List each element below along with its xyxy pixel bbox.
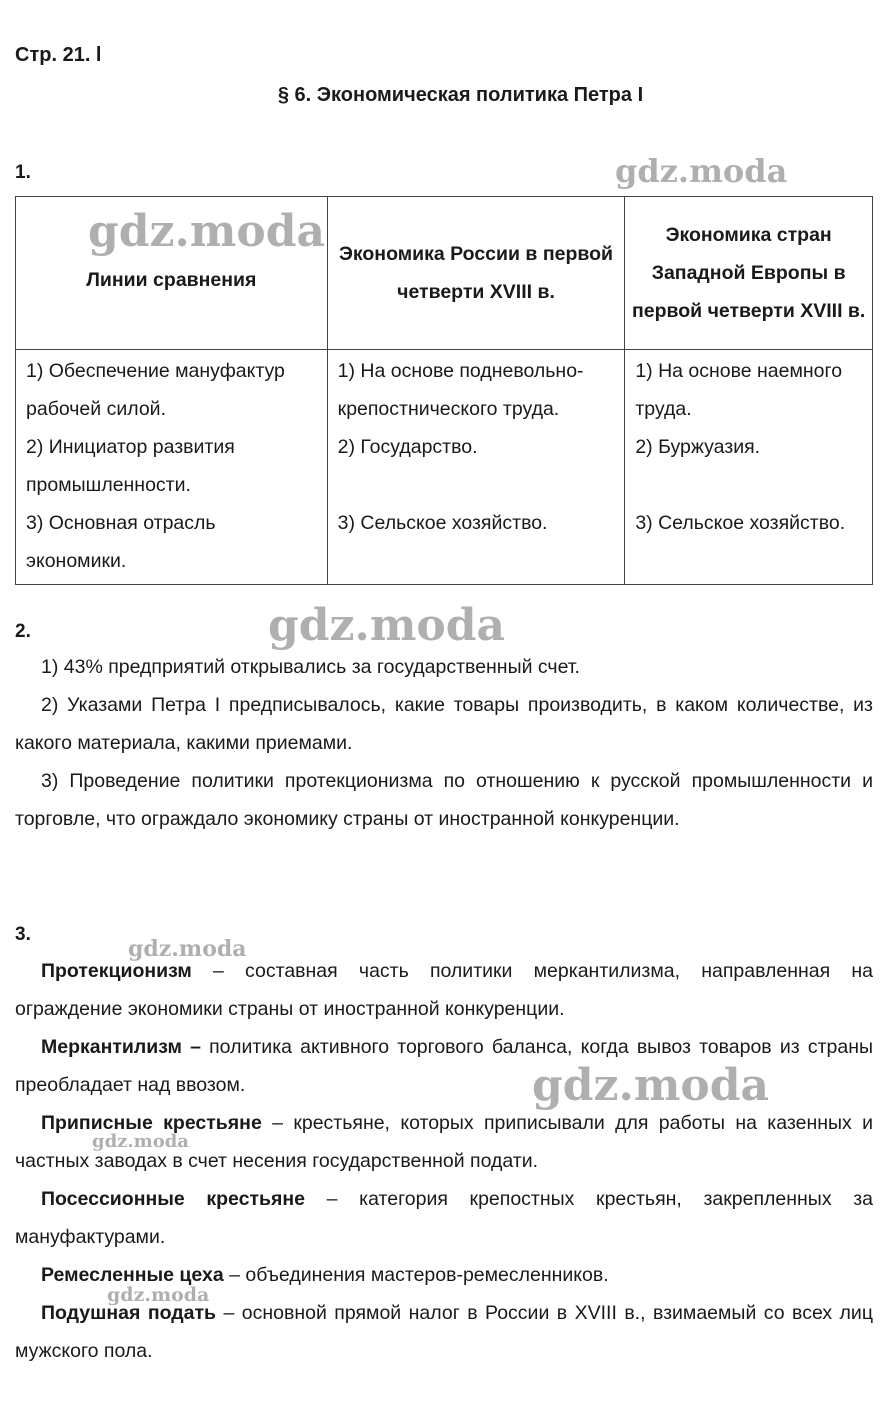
glossary-term: Меркантилизм – [41, 1036, 201, 1058]
header-western-europe: Экономика стран Западной Европы в первой четверти XVIII в. [625, 197, 873, 350]
table-cell: 3) Основная отрасль экономики. [26, 512, 216, 572]
question-1-number: 1. [15, 162, 31, 183]
table-cell: 1) На основе наемного труда. [635, 360, 843, 420]
list-item: 2) Указами Петра I предписывалось, какие товары производить, в каком количестве, из какого материала, какими приемами. [15, 694, 873, 754]
glossary-definition: – основной прямой налог в России в XVIII в., взимаемый со всех лиц мужского пола. [15, 1302, 873, 1362]
header-russia: Экономика России в первой четверти XVIII в. [327, 197, 625, 350]
watermark: gdz.moda [268, 600, 506, 651]
glossary-entry [15, 1104, 873, 1180]
table-cell-lines [16, 350, 328, 585]
table-cell-russia [327, 350, 625, 585]
glossary-definition: – объединения мастеров-ремесленников. [223, 1264, 609, 1286]
glossary-entry [15, 1256, 873, 1294]
section-title: § 6. Экономическая политика Петра I [277, 84, 644, 106]
table-cell: 3) Сельское хозяйство. [337, 512, 548, 534]
table-header-row [16, 197, 873, 350]
table-cell: 1) На основе подневольно-крепостнического труда. [337, 360, 584, 420]
watermark: gdz.moda [107, 1284, 210, 1306]
question-3-number: 3. [15, 924, 31, 945]
table-cell-europe [625, 350, 873, 585]
watermark: gdz.moda [128, 936, 247, 962]
header-comparison-lines: Линии сравнения [16, 197, 328, 350]
glossary-entry [15, 952, 873, 1028]
watermark: gdz.moda [532, 1060, 770, 1111]
list-item: 1) 43% предприятий открывались за государственный счет. [41, 656, 580, 678]
table-cell: 1) Обеспечение мануфактур рабочей силой. [26, 360, 285, 420]
glossary-term: Посессионные крестьяне [41, 1188, 306, 1210]
comparison-table [15, 196, 873, 585]
table-cell: 2) Инициатор развития промышленности. [26, 436, 235, 496]
question-2-answer [15, 648, 873, 838]
watermark: gdz.moda [92, 1131, 189, 1152]
watermark: gdz.moda [615, 152, 788, 190]
glossary-term: Подушная подать [41, 1302, 217, 1324]
list-item: 3) Проведение политики протекционизма по отношению к русской промышленности и торговле, что ограждало экономику страны от иностранной конкуренции. [15, 770, 873, 830]
glossary-entry [15, 1028, 873, 1104]
glossary-entry [15, 1180, 873, 1256]
table-cell: 2) Буржуазия. [635, 436, 761, 458]
glossary-term: Ремесленные цеха [41, 1264, 224, 1286]
table-cell: 2) Государство. [337, 436, 478, 458]
glossary-entry [15, 1294, 873, 1370]
glossary-definition: политика активного торгового баланса, когда вывоз товаров из страны преобладает над ввозом. [15, 1036, 873, 1096]
watermark: gdz.moda [88, 206, 326, 257]
glossary-term: Протекционизм [41, 960, 192, 982]
glossary-term: Приписные крестьяне [41, 1112, 262, 1134]
glossary-definition: – категория крепостных крестьян, закрепленных за мануфактурами. [15, 1188, 873, 1248]
glossary-definition: – крестьяне, которых приписывали для работы на казенных и частных заводах в счет несения государственной подати. [15, 1112, 873, 1172]
glossary-definition: – составная часть политики меркантилизма, направленная на ограждение экономики страны от иностранной конкуренции. [15, 960, 873, 1020]
table-cell: 3) Сельское хозяйство. [635, 512, 846, 534]
page-reference: Стр. 21. l [15, 44, 102, 66]
table-row [16, 350, 873, 585]
question-2-number: 2. [15, 621, 31, 642]
question-3-glossary [15, 952, 873, 1370]
